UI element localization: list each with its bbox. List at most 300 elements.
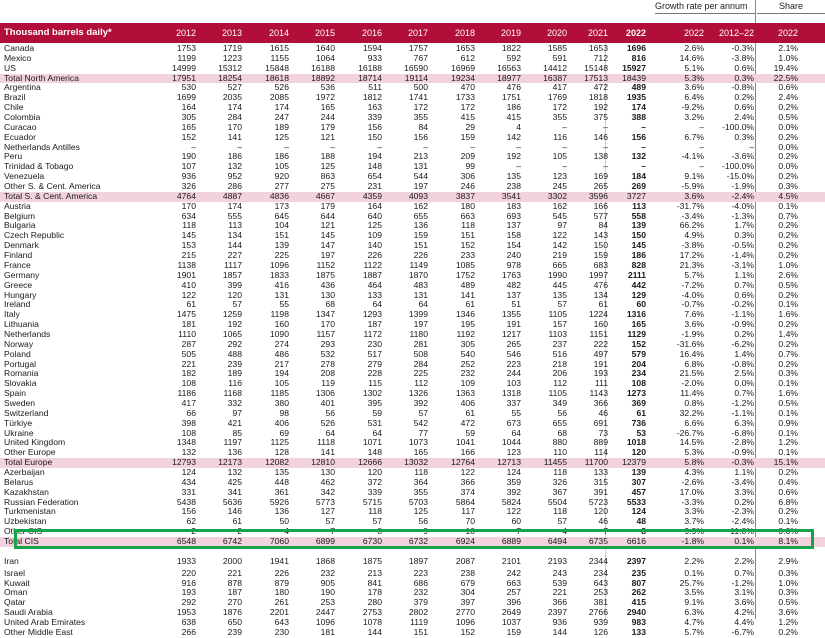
row-value: 244: [320, 112, 335, 123]
row-value: -3.8%: [681, 240, 704, 251]
row-value: 916: [181, 577, 196, 588]
row-value: 141: [320, 447, 335, 458]
row-value: 1.6%: [778, 388, 798, 399]
row-value: 0.2%: [778, 151, 798, 162]
table-row-greece: [0, 281, 825, 291]
row-value: 107: [181, 161, 196, 172]
row-value: 120: [227, 289, 242, 300]
row-value: 1.2%: [778, 617, 798, 628]
row-value: 4764: [176, 190, 196, 201]
row-value: 160: [274, 319, 289, 330]
row-value: –: [237, 141, 242, 152]
row-value: 355: [413, 112, 428, 123]
row-value: 3.6%: [684, 319, 704, 330]
row-value: 693: [506, 210, 521, 221]
row-value: 396: [506, 597, 521, 608]
row-value: 1090: [269, 328, 289, 339]
row-value: 4.9%: [684, 230, 704, 241]
row-value: –: [699, 121, 704, 132]
row-value: 6.3%: [734, 417, 754, 428]
row-value: 1475: [176, 309, 196, 320]
row-value: 663: [460, 210, 475, 221]
row-value: 2397: [626, 555, 646, 566]
row-value: 1733: [455, 92, 475, 103]
row-value: 265: [593, 181, 608, 192]
row-value: 221: [227, 567, 242, 578]
row-value: -1.8%: [681, 536, 704, 546]
row-label: Bulgaria: [4, 220, 36, 231]
row-value: 64: [372, 427, 382, 438]
row-value: 60: [511, 516, 521, 527]
row-value: 123: [552, 171, 567, 182]
row-value: 410: [181, 279, 196, 290]
row-value: 0.1%: [778, 200, 798, 211]
row-value: 6494: [547, 536, 567, 546]
row-value: 399: [227, 279, 242, 290]
row-value: 246: [460, 181, 475, 192]
row-value: 1757: [408, 43, 428, 53]
row-value: 0.7%: [734, 279, 754, 290]
row-value: 1941: [269, 555, 289, 566]
row-value: -0.9%: [731, 447, 754, 458]
row-value: 2.6%: [778, 269, 798, 280]
row-value: 257: [506, 587, 521, 598]
row-value: 612: [460, 52, 475, 63]
row-value: 150: [593, 240, 608, 251]
row-value: 0.7%: [778, 348, 798, 359]
row-value: 2087: [455, 555, 475, 566]
col-share-2022: 2022: [777, 28, 798, 38]
row-value: 174: [274, 102, 289, 113]
row-value: 816: [631, 52, 646, 63]
row-value: 64: [511, 427, 521, 438]
row-value: 160: [593, 319, 608, 330]
row-label: Argentina: [4, 82, 41, 93]
row-value: 1105: [548, 309, 567, 320]
row-value: 905: [320, 577, 335, 588]
row-value: 122: [552, 230, 567, 241]
row-value: 181: [181, 319, 196, 330]
row-value: 55: [511, 407, 521, 418]
row-value: 238: [460, 567, 475, 578]
row-value: 952: [227, 171, 242, 182]
row-value: 1143: [589, 388, 608, 399]
row-value: 0.2%: [778, 102, 798, 113]
row-label: Other S. & Cent. America: [4, 181, 101, 192]
row-value: 8.1%: [778, 536, 798, 546]
row-value: 242: [506, 567, 521, 578]
row-value: 2101: [501, 555, 521, 566]
row-value: 1316: [626, 309, 646, 320]
row-value: 132: [227, 161, 242, 172]
row-value: 57: [325, 516, 335, 527]
row-value: 536: [320, 82, 335, 93]
row-value: 14412: [543, 62, 567, 73]
row-value: 188: [320, 151, 335, 162]
row-value: 238: [506, 181, 521, 192]
row-value: 7: [330, 526, 335, 537]
row-value: 172: [552, 102, 567, 113]
row-value: 184: [631, 171, 646, 182]
row-value: 4836: [269, 190, 289, 201]
row-value: 265: [506, 338, 521, 349]
row-value: 159: [413, 230, 428, 241]
row-value: 3596: [588, 190, 608, 201]
row-value: 1901: [176, 269, 196, 280]
row-value: 1198: [270, 309, 289, 320]
row-value: 275: [320, 181, 335, 192]
row-value: 59: [465, 427, 475, 438]
row-value: 186: [274, 151, 289, 162]
row-value: 879: [274, 577, 289, 588]
row-value: 159: [593, 250, 608, 261]
row-value: 544: [413, 171, 428, 182]
row-value: 66.2%: [679, 220, 704, 231]
row-value: 2.5%: [734, 368, 754, 379]
row-value: 5.3%: [684, 72, 704, 83]
row-value: -7.2%: [681, 279, 704, 290]
row-value: 133: [631, 626, 646, 637]
row-value: 70: [465, 516, 475, 527]
row-value: 84: [418, 121, 428, 132]
row-value: 170: [227, 121, 242, 132]
row-value: 143: [593, 230, 608, 241]
row-value: 11.8%: [730, 526, 754, 537]
row-value: –: [516, 161, 521, 172]
row-value: 1172: [363, 328, 382, 339]
row-label: Turkmenistan: [4, 506, 56, 517]
row-value: 1151: [589, 328, 608, 339]
row-value: 7060: [269, 536, 289, 546]
row-value: 16969: [451, 62, 475, 73]
table-row-other-middle-east: [0, 628, 825, 638]
row-value: 131: [413, 161, 428, 172]
row-value: 2344: [588, 555, 608, 566]
row-value: 1129: [627, 328, 646, 339]
row-value: 0.3%: [778, 587, 798, 598]
row-value: 187: [227, 587, 242, 598]
row-value: 142: [552, 240, 567, 251]
row-value: 12082: [265, 457, 289, 468]
row-value: 191: [506, 319, 521, 330]
col-2014: 2014: [268, 28, 289, 38]
row-value: 0.2%: [778, 240, 798, 251]
row-value: 0.1%: [734, 536, 754, 546]
row-value: 1157: [316, 328, 335, 339]
col-2022: 2022: [625, 28, 646, 38]
row-value: 4093: [408, 190, 428, 201]
row-label: United Kingdom: [4, 437, 66, 448]
row-value: 1152: [316, 259, 335, 270]
row-value: 306: [460, 171, 475, 182]
row-value: 12764: [451, 457, 475, 468]
row-value: 0.5%: [778, 597, 798, 608]
row-value: 193: [181, 587, 196, 598]
row-value: 0.6%: [734, 102, 754, 113]
row-value: 213: [413, 151, 428, 162]
row-value: 105: [552, 151, 567, 162]
row-value: 226: [367, 250, 382, 261]
row-value: 1348: [176, 437, 196, 448]
row-value: 3.7%: [684, 516, 704, 527]
row-value: 55: [279, 299, 289, 310]
row-value: 182: [181, 368, 196, 379]
row-value: 189: [274, 121, 289, 132]
row-value: 206: [552, 368, 567, 379]
row-value: 1653: [455, 43, 475, 53]
row-value: 1078: [362, 617, 382, 628]
row-value: 388: [631, 112, 646, 123]
row-value: 261: [274, 597, 289, 608]
row-label: Colombia: [4, 112, 41, 123]
row-value: 135: [506, 171, 521, 182]
row-value: 144: [367, 626, 382, 637]
row-value: 1870: [408, 269, 428, 280]
row-value: 5824: [501, 496, 521, 507]
row-value: 0.3%: [778, 368, 798, 379]
row-value: 230: [274, 626, 289, 637]
row-value: 1897: [408, 555, 428, 566]
row-value: 673: [506, 417, 521, 428]
row-value: 4.3%: [684, 466, 704, 477]
row-value: 679: [460, 577, 475, 588]
row-value: 232: [320, 567, 335, 578]
row-value: 2.1%: [778, 43, 798, 53]
row-value: 209: [460, 151, 475, 162]
row-value: 6616: [626, 536, 646, 546]
row-value: 434: [181, 476, 196, 487]
row-value: 3.2%: [684, 112, 704, 123]
col-2015: 2015: [314, 28, 335, 38]
row-value: 539: [552, 577, 567, 588]
row-value: -3.4%: [731, 476, 754, 487]
row-value: 643: [274, 617, 289, 628]
row-value: 245: [552, 181, 567, 192]
row-value: 9.9%: [684, 526, 704, 537]
row-value: 13032: [404, 457, 428, 468]
row-value: 369: [631, 397, 646, 408]
row-value: 1833: [269, 269, 289, 280]
row-value: 262: [631, 587, 646, 598]
row-value: 6730: [362, 536, 382, 546]
row-value: 152: [181, 131, 196, 142]
row-value: 157: [552, 319, 567, 330]
row-value: 16387: [543, 72, 567, 83]
row-value: 442: [631, 279, 646, 290]
row-value: -4.0%: [731, 200, 754, 211]
row-value: 0.0%: [778, 121, 798, 132]
row-value: 2.4%: [734, 112, 754, 123]
table-row-iran: [0, 557, 825, 567]
row-value: 0.3%: [734, 230, 754, 241]
row-value: 125: [413, 506, 428, 517]
row-value: 0.2%: [778, 358, 798, 369]
row-label: Venezuela: [4, 171, 45, 182]
row-value: 53: [636, 427, 646, 438]
row-value: 165: [320, 102, 335, 113]
row-value: 643: [593, 577, 608, 588]
row-value: 137: [506, 289, 521, 300]
row-value: 21.5%: [679, 368, 704, 379]
col-2016: 2016: [361, 28, 382, 38]
row-value: 5.8%: [684, 457, 704, 468]
row-value: 15.1%: [773, 457, 798, 468]
row-value: -0.8%: [731, 358, 754, 369]
row-value: -15.0%: [726, 171, 754, 182]
row-value: 0.0%: [778, 161, 798, 172]
row-value: 16563: [497, 62, 521, 73]
row-value: 152: [460, 240, 475, 251]
row-value: 180: [460, 200, 475, 211]
row-value: 190: [181, 151, 196, 162]
row-value: 18439: [622, 72, 646, 83]
row-value: 61: [465, 299, 475, 310]
row-value: 0.3%: [778, 567, 798, 578]
row-value: 500: [413, 82, 428, 93]
row-value: 315: [593, 476, 608, 487]
row-value: 197: [413, 181, 428, 192]
row-value: –: [470, 141, 475, 152]
row-value: 1103: [548, 328, 567, 339]
row-value: -2.0%: [681, 378, 704, 389]
row-value: 379: [413, 597, 428, 608]
row-value: 4.5%: [778, 190, 798, 201]
row-value: 3.3%: [684, 506, 704, 517]
row-label: US: [4, 62, 16, 73]
row-value: 108: [181, 378, 196, 389]
row-label: Uzbekistan: [4, 516, 47, 527]
row-value: 1696: [626, 43, 646, 53]
row-value: 126: [593, 626, 608, 637]
row-label: Czech Republic: [4, 230, 65, 241]
row-value: 221: [552, 587, 567, 598]
row-value: 5703: [408, 496, 428, 507]
row-value: 0.1%: [778, 378, 798, 389]
row-value: 232: [413, 587, 428, 598]
row-value: 1138: [177, 259, 196, 270]
row-value: 3837: [455, 190, 475, 201]
row-value: 3.3%: [734, 486, 754, 497]
row-value: 226: [274, 567, 289, 578]
row-value: 15148: [584, 62, 608, 73]
row-value: 222: [593, 338, 608, 349]
row-label: Ukraine: [4, 427, 34, 438]
row-value: –: [603, 161, 608, 172]
row-value: 68: [557, 427, 567, 438]
row-value: 0.2%: [778, 171, 798, 182]
row-value: 736: [631, 417, 646, 428]
row-value: –: [749, 141, 754, 152]
row-value: 195: [460, 319, 475, 330]
row-value: -0.9%: [731, 319, 754, 330]
row-value: 144: [227, 240, 242, 251]
row-value: 122: [460, 466, 475, 477]
row-value: 6899: [315, 536, 335, 546]
row-label: Switzerland: [4, 407, 49, 418]
col-2020: 2020: [546, 28, 567, 38]
row-value: 397: [460, 597, 475, 608]
row-value: 5715: [362, 496, 382, 507]
row-value: 166: [460, 447, 475, 458]
row-value: 186: [227, 151, 242, 162]
row-value: 189: [227, 368, 242, 379]
row-value: 0.7%: [734, 388, 754, 399]
row-value: 341: [227, 486, 242, 497]
row-value: 645: [274, 210, 289, 221]
row-value: –: [423, 141, 428, 152]
row-value: 69: [279, 427, 289, 438]
row-value: 5773: [315, 496, 335, 507]
row-value: 108: [181, 427, 196, 438]
row-value: 0.2%: [778, 220, 798, 231]
row-label: Norway: [4, 338, 34, 349]
row-value: 939: [593, 617, 608, 628]
row-value: 3.6%: [684, 82, 704, 93]
row-label: Netherlands Antilles: [4, 141, 80, 152]
row-value: 118: [553, 466, 567, 477]
row-value: 8: [641, 526, 646, 537]
row-value: 1751: [501, 92, 521, 103]
row-value: 415: [631, 597, 646, 608]
row-value: 445: [552, 279, 567, 290]
row-value: 237: [552, 338, 567, 349]
row-value: 151: [413, 240, 428, 251]
row-value: 132: [227, 466, 242, 477]
row-value: 57: [418, 407, 428, 418]
row-value: 0.2%: [778, 466, 798, 477]
row-value: 115: [368, 378, 382, 389]
row-value: 4.4%: [734, 617, 754, 628]
row-value: 12666: [358, 457, 382, 468]
row-value: 148: [367, 161, 382, 172]
row-value: 1155: [270, 52, 289, 63]
row-value: 767: [413, 52, 428, 63]
row-value: 366: [593, 397, 608, 408]
row-value: 0.1%: [778, 516, 798, 527]
row-value: 592: [506, 52, 521, 63]
row-label: Mexico: [4, 52, 32, 63]
row-value: -100.0%: [721, 161, 754, 172]
col-2019: 2019: [500, 28, 521, 38]
row-value: 416: [274, 279, 289, 290]
row-value: 9: [423, 526, 428, 537]
row-value: 140: [367, 240, 382, 251]
row-value: 3.6%: [778, 607, 798, 618]
row-value: 230: [367, 338, 382, 349]
row-label: Germany: [4, 269, 40, 280]
col-growth-2012-22: 2012–22: [718, 28, 754, 38]
row-value: -100.0%: [721, 121, 754, 132]
row-value: 16590: [404, 62, 428, 73]
row-value: 640: [367, 210, 382, 221]
row-value: 150: [631, 230, 646, 241]
row-value: 1822: [501, 43, 521, 53]
row-value: 863: [320, 171, 335, 182]
row-value: -1.9%: [681, 328, 704, 339]
row-label: Austria: [4, 200, 31, 211]
col-2021: 2021: [587, 28, 608, 38]
row-value: 98: [279, 407, 289, 418]
row-value: 540: [460, 348, 475, 359]
row-value: 1355: [501, 309, 521, 320]
row-label: Kazakhstan: [4, 486, 49, 497]
row-value: 277: [274, 181, 289, 192]
row-value: 880: [552, 437, 567, 448]
row-value: 170: [320, 319, 335, 330]
row-label: Netherlands: [4, 328, 51, 339]
row-value: 1699: [176, 92, 196, 103]
row-value: 6.4%: [684, 92, 704, 103]
